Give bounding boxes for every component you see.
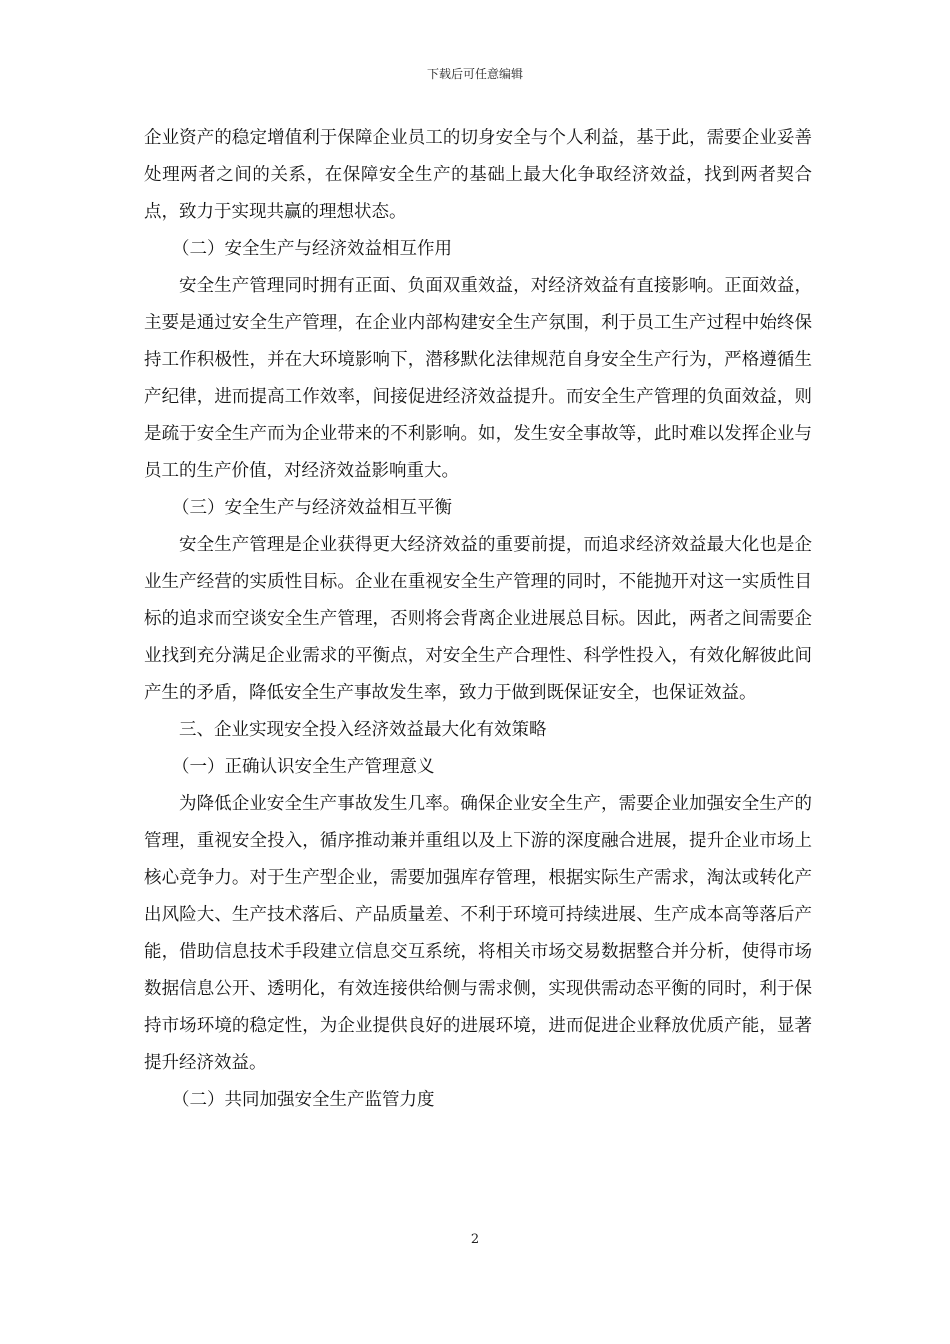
section-heading-2: （二）安全生产与经济效益相互作用: [172, 239, 452, 259]
paragraph: 安全生产管理是企业获得更大经济效益的重要前提，而追求经济效益最大化也是企业生产经营的实质性目标。企业在重视安全生产管理的同时，不能抛开对这一实质性目标的追求而空谈安全生产管理，否则将会背离企业进展总目标。因此，两者之间需要企业找到充分满足企业需求的平衡点，对安全生产合理性、科学性投入，有效化解彼此间产生的矛盾，降低安全生产事故发生率，致力于做到既保证安全，也保证效益。: [144, 535, 812, 703]
paragraph: 安全生产管理同时拥有正面、负面双重效益，对经济效益有直接影响。正面效益，主要是通过安全生产管理，在企业内部构建安全生产氛围，利于员工生产过程中始终保持工作积极性，并在大环境影响下，潜移默化法律规范自身安全生产行为，严格遵循生产纪律，进而提高工作效率，间接促进经济效益提升。而安全生产管理的负面效益，则是疏于安全生产而为企业带来的不利影响。如，发生安全事故等，此时难以发挥企业与员工的生产价值，对经济效益影响重大。: [144, 276, 812, 481]
section-heading-3: （三）安全生产与经济效益相互平衡: [172, 498, 452, 518]
document-body: [144, 120, 812, 1119]
section-heading-2: （二）共同加强安全生产监管力度: [172, 1090, 435, 1110]
paragraph-continuation: 企业资产的稳定增值利于保障企业员工的切身安全与个人利益，基于此，需要企业妥善处理两者之间的关系，在保障安全生产的基础上最大化争取经济效益，找到两者契合点，致力于实现共赢的理想状态。: [144, 128, 812, 222]
page-number: 2: [470, 1232, 480, 1247]
section-heading-1: （一）正确认识安全生产管理意义: [172, 757, 435, 777]
chapter-heading-3: 三、企业实现安全投入经济效益最大化有效策略: [179, 720, 547, 740]
paragraph: 为降低企业安全生产事故发生几率。确保企业安全生产，需要企业加强安全生产的管理，重视安全投入，循序推动兼并重组以及上下游的深度融合进展，提升企业市场上核心竞争力。对于生产型企业，需要加强库存管理，根据实际生产需求，淘汰或转化产出风险大、生产技术落后、产品质量差、不利于环境可持续进展、生产成本高等落后产能，借助信息技术手段建立信息交互系统，将相关市场交易数据整合并分析，使得市场数据信息公开、透明化，有效连接供给侧与需求侧，实现供需动态平衡的同时，利于保持市场环境的稳定性，为企业提供良好的进展环境，进而促进企业释放优质产能，显著提升经济效益。: [144, 794, 812, 1073]
page-header: 下载后可任意编辑: [426, 67, 523, 81]
